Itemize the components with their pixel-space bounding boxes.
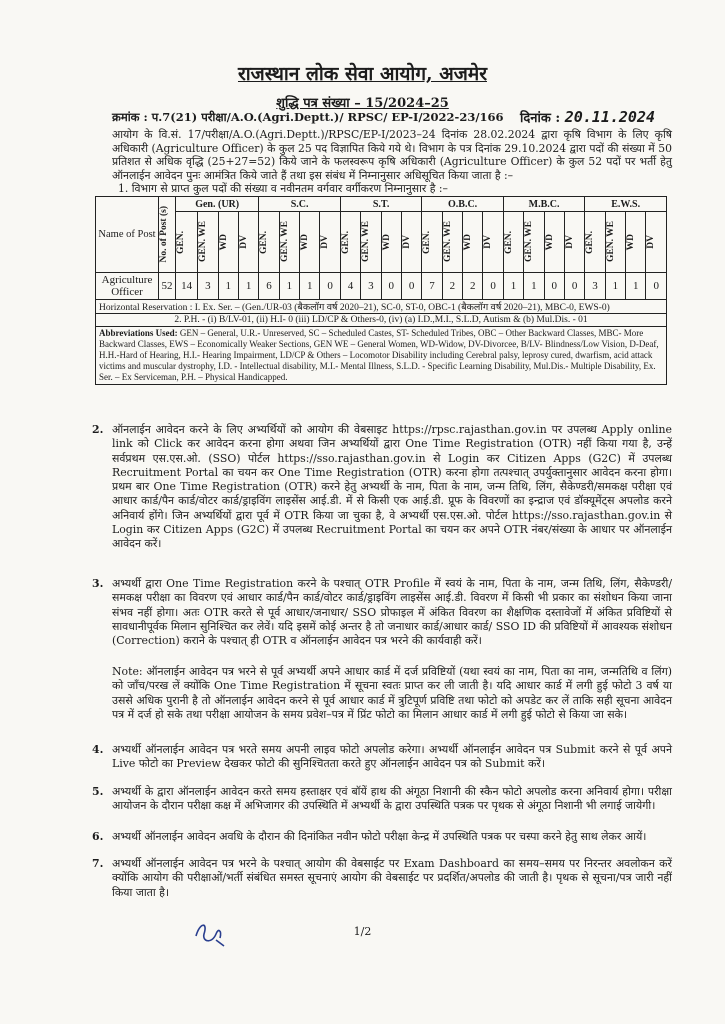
post-count-cell: 1 xyxy=(626,273,646,300)
horizontal-reservation: Horizontal Reservation : I. Ex. Ser. – (Gen./UR-03 (बैकलॉग वर्ष 2020–21), SC-0, ST-0, OBC-1 (बैकलॉग वर्ष 2020–21), MBC-0, EWS-0) xyxy=(96,300,667,314)
group-header: O.B.C. xyxy=(422,197,504,212)
ph-reservation: 2. P.H. - (i) B/LV-01, (ii) H.I- 0 (iii) LD/CP & Others-0, (iv) (a) I.D.,M.I., S.L.D, Autism & (b) Mul.Dis. - 01 xyxy=(96,314,667,327)
subcolumn-header: GEN. xyxy=(176,212,198,273)
post-count-cell: 3 xyxy=(361,273,381,300)
subcolumn-header: DV xyxy=(564,212,584,273)
post-count-cell: 0 xyxy=(564,273,584,300)
post-count-cell: 3 xyxy=(585,273,605,300)
item-number: 6. xyxy=(92,830,104,843)
subcolumn-header: DV xyxy=(401,212,421,273)
item-number: 5. xyxy=(92,785,104,798)
group-header: E.W.S. xyxy=(585,197,667,212)
item-number: 7. xyxy=(92,857,104,870)
post-count-cell: 4 xyxy=(340,273,360,300)
post-distribution-table xyxy=(95,196,667,385)
post-count-cell: 14 xyxy=(176,273,198,300)
group-header: M.B.C. xyxy=(503,197,585,212)
subcolumn-header: GEN. WE xyxy=(442,212,462,273)
subcolumn-header: GEN. xyxy=(585,212,605,273)
item-number: 3. xyxy=(92,577,104,590)
reference-number: क्रमांक : प.7(21) परीक्षा/A.O.(Agri.Deptt.)/ RPSC/ EP-I/2022-23/166 xyxy=(112,110,504,124)
page-number: 1/2 xyxy=(353,925,372,938)
item-number: 4. xyxy=(92,743,104,756)
subcolumn-header: GEN. WE xyxy=(198,212,218,273)
intro-paragraph: आयोग के वि.सं. 17/परीक्षा/A.O.(Agri.Deptt.)/RPSC/EP-I/2023–24 दिनांक 28.02.2024 द्वारा कृषि विभाग के लिए कृषि अधिकारी (Agriculture Officer) के कुल 25 पद विज्ञापित किये गये थे। विभाग के पत्र दिनांक 29.10.2024 द्वारा पदों की संख्या में 50 प्रतिशत से अधिक वृद्धि (25+27=52) किये जाने के फलस्वरूप कृषि अधिकारी (Agriculture Officer) के कुल 52 पदों पर भर्ती हेतु ऑनलाईन आवेदन पुनः आमंत्रित किये जाते हैं तथा इस संबंध में निम्नानुसार अधिसूचित किया जाता है :– xyxy=(112,128,672,182)
group-header: S.T. xyxy=(340,197,422,212)
subcolumn-header: GEN. WE xyxy=(524,212,544,273)
subcolumn-header: WD xyxy=(300,212,320,273)
item-text: अभ्यर्थी द्वारा One Time Registration करने के पश्चात् OTR Profile में स्वयं के नाम, पिता के नाम, जन्म तिथि, लिंग, सैकेण्डरी/समकक्ष परीक्षा का विवरण एवं आधार कार्ड/पैन कार्ड/वोटर कार्ड/ड्राइविंग लाइसेंस आई.डी. विवरण में किसी भी प्रकार का संशोधन किया जाना संभव नहीं होगा। अतः OTR करते से पूर्व आधार/जनाधार/ SSO प्रोफाइल में अंकित विवरण का शैक्षणिक दस्तावेजों में अंकित प्रविष्टियों से सावधानीपूर्वक मिलान सुनिश्चित कर लेवें। यदि इसमें कोई अन्तर है तो जनाधार कार्ड/आधार कार्ड/ SSO ID की प्रविष्टियों में आवश्यक संशोधन (Correction) कराने के पश्चात् ही OTR व ऑनलाईन आवेदन पत्र भरने की कार्यवाही करें। xyxy=(112,577,672,648)
post-count-cell: 0 xyxy=(544,273,564,300)
item-text: अभ्यर्थी ऑनलाईन आवेदन अवधि के दौरान की दिनांकित नवीन फोटो परीक्षा केन्द्र में उपस्थिति पत्रक पर चस्पा करने हेतु साथ लेकर आयें। xyxy=(112,830,647,843)
subcolumn-header: GEN. WE xyxy=(361,212,381,273)
subcolumn-header: DV xyxy=(646,212,667,273)
item-text: Note: ऑनलाईन आवेदन पत्र भरने से पूर्व अभ्यर्थी अपने आधार कार्ड में दर्ज प्रविष्टियों (यथा स्वयं का नाम, पिता का नाम, जन्मतिथि व लिंग) को जाँच/परख लें क्योंकि One Time Registration में सूचना स्वतः प्राप्त कर ली जाती है। यदि आधार कार्ड में लगी हुई फोटो 3 वर्ष या उससे अधिक पुरानी है तो ऑनलाईन आवेदन करने से पूर्व आधार कार्ड में त्रुटिपूर्ण प्रविष्टि तथा फोटो को अपडेट कर लें ताकि सही सूचना आवेदन पत्र में दर्ज हो सके तथा परीक्षा आयोजन के समय प्रवेश–पत्र में प्रिंट फोटो का मिलान आधार कार्ड में लगी हुई फोटो से किया जा सके। xyxy=(112,665,672,721)
instruction-item xyxy=(92,423,672,552)
subcolumn-header: WD xyxy=(381,212,401,273)
post-count-cell: 6 xyxy=(259,273,279,300)
post-count-cell: 2 xyxy=(463,273,483,300)
date-value: 20.11.2024 xyxy=(564,108,656,126)
abbreviations-title: Abbreviations Used: xyxy=(99,328,178,338)
instruction-item xyxy=(92,577,672,648)
item-text: अभ्यर्थी के द्वारा ऑनलाईन आवेदन करते समय हस्ताक्षर एवं बॉयें हाथ की अंगूठा निशानी की स्कैन फोटो अपलोड करना अनिवार्य होगा। परीक्षा आयोजन के दौरान परीक्षा कक्ष में अभिजागर की उपस्थिति में अभ्यर्थी के द्वारा उपस्थिति पत्रक पर पृथक से अंगूठा निशानी भी लगाई जायेगी। xyxy=(112,785,672,813)
post-count-cell: 0 xyxy=(381,273,401,300)
subcolumn-header: WD xyxy=(463,212,483,273)
instruction-item xyxy=(92,857,672,900)
post-count-cell: 1 xyxy=(238,273,258,300)
post-count-cell: 2 xyxy=(442,273,462,300)
post-count-cell: 1 xyxy=(300,273,320,300)
abbreviations-text: GEN – General, U.R.- Unreserved, SC – Scheduled Castes, ST- Scheduled Tribes, OBC – Other Backward Classes, MBC- More Backward Classes, EWS – Economically Weaker Sections, GEN WE – General Women, WD-Widow, DV-Divorcee, B/LV- Blindness/Low Vision, D-Deaf, H.H.-Hard of Hearing, H.I.- Hearing Impairment, LD/CP & Others – Locomotor Disability including Cerebral palsy, leprosy cured, dwarfism, acid attack victims and muscular dystrophy, I.D. - Intellectual disability, M.I.- Mental Illness, S.L.D. - Specific Learning Disability, Mul.Dis.- Multiple Disability, Ex. Ser. – Ex Serviceman, P.H. – Physical Handicapped. xyxy=(99,328,659,382)
post-count-cell: 1 xyxy=(605,273,625,300)
subcolumn-header: GEN. xyxy=(340,212,360,273)
post-count-cell: 7 xyxy=(422,273,442,300)
item-text: ऑनलाईन आवेदन करने के लिए अभ्यर्थियों को आयोग की वेबसाइट https://rpsc.rajasthan.gov.in पर उपलब्ध Apply online link को Click कर आवेदन करना होगा अथवा जिन अभ्यर्थियों द्वारा One Time Registration (OTR) नहीं किया गया है, उन्हें सर्वप्रथम एस.एस.ओ. (SSO) पोर्टल https://sso.rajasthan.gov.in से Login कर Citizen Apps (G2C) में उपलब्ध Recruitment Portal का चयन कर One Time Registration (OTR) करना होगा तत्पश्चात् उपर्युक्तानुसार आवेदन करना होगा। प्रथम बार One Time Registration (OTR) करने हेतु अभ्यर्थी के नाम, पिता के नाम, जन्म तिथि, लिंग, सैकेण्डरी/समकक्ष परीक्षा एवं आधार कार्ड/पैन कार्ड/वोटर कार्ड/ड्राइविंग लाइसेंस आई.डी. में से किसी एक आई.डी. प्रूफ के विवरणों का इन्द्राज एवं डॉक्यूमेंट्स अपलोड करने अनिवार्य होंगे। जिन अभ्यर्थियों द्वारा पूर्व में OTR किया जा चुका है, वे अभ्यर्थी एस.एस.ओ. पोर्टल https://sso.rajasthan.gov.in से Login कर Citizen Apps (G2C) में उपलब्ध Recruitment Portal का चयन कर अपने OTR नंबर/संख्या के आधार पर ऑनलाईन आवेदन करें। xyxy=(112,423,672,551)
instruction-item xyxy=(92,830,672,844)
abbreviations xyxy=(96,327,667,385)
subcolumn-header: DV xyxy=(483,212,503,273)
post-name-cell: Agriculture Officer xyxy=(96,273,159,300)
instruction-item xyxy=(92,743,672,772)
document-date xyxy=(520,108,655,126)
document-title: राजस्थान लोक सेवा आयोग, अजमेर xyxy=(237,63,487,85)
group-header: Gen. (UR) xyxy=(176,197,259,212)
subcolumn-header: WD xyxy=(218,212,238,273)
post-count-cell: 3 xyxy=(198,273,218,300)
post-count-cell: 1 xyxy=(218,273,238,300)
subcolumn-header: GEN. WE xyxy=(605,212,625,273)
item-number: 2. xyxy=(92,423,104,436)
total-posts-cell: 52 xyxy=(159,273,176,300)
post-count-cell: 1 xyxy=(503,273,523,300)
subcolumn-header: GEN. xyxy=(422,212,442,273)
subcolumn-header: GEN. WE xyxy=(279,212,299,273)
name-of-post-header: Name of Post xyxy=(96,197,159,273)
post-count-cell: 0 xyxy=(646,273,667,300)
item-text: अभ्यर्थी ऑनलाईन आवेदन पत्र भरने के पश्चात् आयोग की वेबसाईट पर Exam Dashboard का समय–समय पर निरन्तर अवलोकन करें क्योंकि आयोग की परीक्षाओं/भर्ती संबंधित समस्त सूचनाएं आयोग की वेबसाईट पर प्रदर्शित/अपलोड की जाती है। पृथक से सूचना/पत्र जारी नहीं किया जाता है। xyxy=(112,857,672,899)
group-header: S.C. xyxy=(259,197,341,212)
date-label: दिनांक : xyxy=(520,111,561,126)
post-count-cell: 0 xyxy=(320,273,340,300)
subcolumn-header: WD xyxy=(626,212,646,273)
subcolumn-header: DV xyxy=(238,212,258,273)
point-1: 1. विभाग से प्राप्त कुल पदों की संख्या व नवीनतम वर्गवार वर्गीकरण निम्नानुसार है :– xyxy=(118,182,448,195)
subcolumn-header: GEN. xyxy=(259,212,279,273)
instruction-item xyxy=(112,665,672,722)
subcolumn-header: GEN. xyxy=(503,212,523,273)
post-count-cell: 0 xyxy=(401,273,421,300)
total-posts-header: No. of Post (s) xyxy=(159,197,176,273)
subcolumn-header: DV xyxy=(320,212,340,273)
post-count-cell: 0 xyxy=(483,273,503,300)
subcolumn-header: WD xyxy=(544,212,564,273)
instruction-item xyxy=(92,785,672,814)
item-text: अभ्यर्थी ऑनलाईन आवेदन पत्र भरते समय अपनी लाइव फोटो अपलोड करेगा। अभ्यर्थी ऑनलाईन आवेदन पत्र Submit करने से पूर्व अपने Live फोटो का Preview देखकर फोटो की सुनिश्चितता करते हुए ऑनलाईन आवेदन पत्र को Submit करें। xyxy=(112,743,672,771)
post-count-cell: 1 xyxy=(279,273,299,300)
corrigendum-number: शुद्धि पत्र संख्या – 15/2024–25 xyxy=(276,96,449,111)
post-count-cell: 1 xyxy=(524,273,544,300)
